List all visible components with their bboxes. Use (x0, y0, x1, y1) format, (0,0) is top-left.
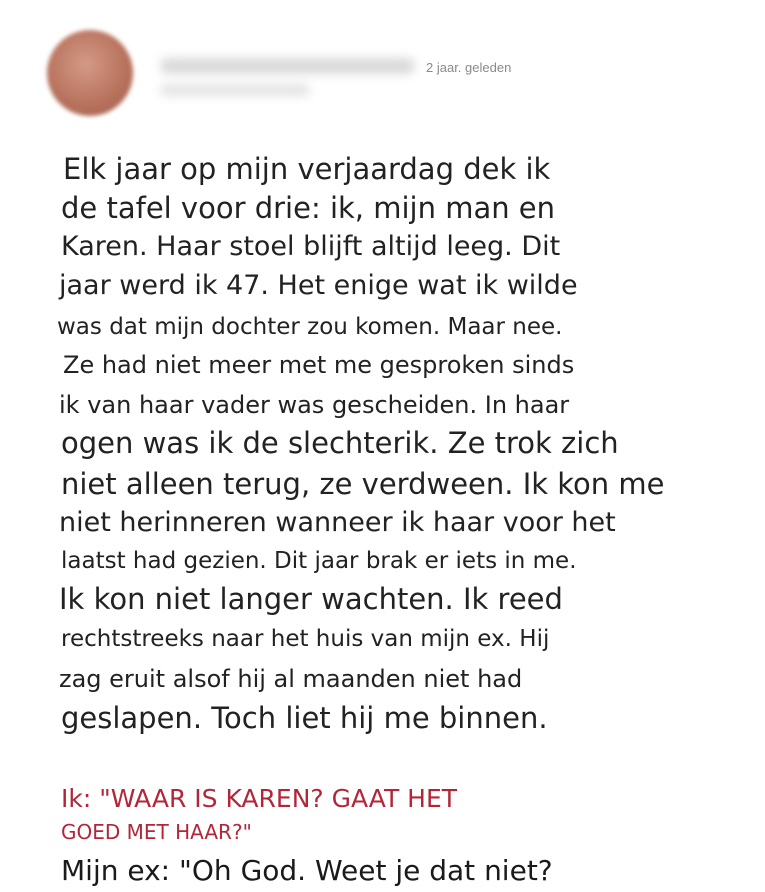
story-line: Ze had niet meer met me gesproken sinds (63, 351, 575, 379)
dialogue-me-line1: Ik: "WAAR IS KAREN? GAAT HET (61, 784, 458, 813)
story-line: Karen. Haar stoel blijft altijd leeg. Dit (61, 231, 561, 262)
story-line: Elk jaar op mijn verjaardag dek ik (63, 152, 551, 186)
dialogue-ex: Mijn ex: "Oh God. Weet je dat niet? (61, 854, 553, 887)
story-line: ogen was ik de slechterik. Ze trok zich (61, 426, 619, 460)
story-line: niet herinneren wanneer ik haar voor het (59, 507, 616, 538)
story-line: Ik kon niet langer wachten. Ik reed (59, 582, 563, 616)
story-line: was dat mijn dochter zou komen. Maar nee. (57, 314, 563, 340)
dialogue-me-line2: GOED MET HAAR?" (61, 820, 252, 844)
story-line: de tafel voor drie: ik, mijn man en (61, 191, 556, 225)
story-line: jaar werd ik 47. Het enige wat ik wilde (59, 270, 578, 301)
story-line: rechtstreeks naar het huis van mijn ex. Hij (61, 626, 550, 652)
story-line: zag eruit alsof hij al maanden niet had (59, 665, 523, 693)
comment-timestamp: 2 jaar. geleden (426, 60, 512, 75)
story-line: ik van haar vader was gescheiden. In haar (59, 391, 570, 419)
story-line: laatst had gezien. Dit jaar brak er iets in me. (61, 548, 577, 574)
story-line: geslapen. Toch liet hij me binnen. (61, 701, 548, 735)
story-line: niet alleen terug, ze verdween. Ik kon me (61, 467, 665, 501)
